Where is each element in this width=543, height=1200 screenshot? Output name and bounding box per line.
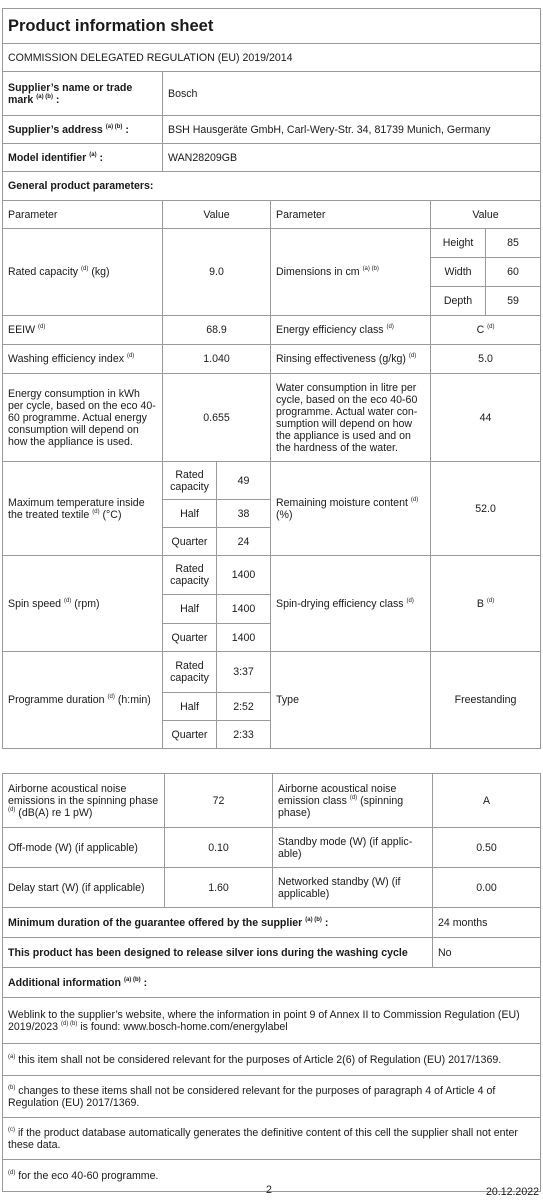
energy-class-value: C $^{(d)}$ [431,316,541,345]
water-consumption-label: Water consumption in litre per cycle, based on the eco 40-60 programme. Actual water con-sumption will depend on how the appliance is used and on the hardness of the water. [271,374,431,462]
water-consumption-value: 44 [431,374,541,462]
type-label: Type [271,652,431,749]
spin-speed-quarter-label: Quarter [163,624,217,652]
rated-capacity-value: 9.0 [163,229,271,316]
rated-capacity-label: Rated capacity $^{(d)}$ (kg) [3,229,163,316]
header-value: Value [163,201,271,229]
supplier-address-value: BSH Hausgeräte GmbH, Carl-Wery-Str. 34, 81739 Munich, Germany [163,116,541,144]
spin-speed-half-value: 1400 [217,595,271,624]
moisture-label: Remaining moisture content $^{(d)}$ (%) [271,462,431,556]
standby-label: Standby mode (W) (if applic-able) [273,828,433,868]
spin-speed-rated-value: 1400 [217,556,271,595]
additional-info-heading: Additional information $^{(a) (b)}$ : [3,968,541,998]
spin-class-value: B $^{(d)}$ [431,556,541,652]
type-value: Freestanding [431,652,541,749]
duration-half-value: 2:52 [217,693,271,721]
spin-speed-label: Spin speed $^{(d)}$ (rpm) [3,556,163,652]
noise-label: Airborne acoustical noise emissions in the spinning phase $^{(d)}$ (dB(A) re 1 pW) [3,774,165,828]
spin-speed-half-label: Half [163,595,217,624]
max-temp-quarter-label: Quarter [163,528,217,556]
washing-index-label: Washing efficiency index $^{(d)}$ [3,345,163,374]
general-params-heading: General product parameters: [3,172,541,201]
off-mode-value: 0.10 [165,828,273,868]
additional-params-table [2,773,541,1192]
spin-speed-rated-label: Rated capacity [163,556,217,595]
height-label: Height [431,229,486,258]
max-temp-half-value: 38 [217,500,271,528]
width-label: Width [431,258,486,287]
duration-quarter-label: Quarter [163,721,217,749]
standby-value: 0.50 [433,828,541,868]
model-identifier-label: Model identifier $^{(a)}$ : [3,144,163,172]
header-parameter: Parameter [3,201,163,229]
supplier-name-value: Bosch [163,72,541,116]
model-identifier-value: WAN28209GB [163,144,541,172]
delay-start-label: Delay start (W) (if applicable) [3,868,165,908]
supplier-address-label: Supplier’s address $^{(a) (b)}$ : [3,116,163,144]
networked-standby-label: Networked standby (W) (if applicable) [273,868,433,908]
dimensions-label: Dimensions in cm $^{(a) (b)}$ [271,229,431,316]
width-value: 60 [486,258,541,287]
spin-speed-quarter-value: 1400 [217,624,271,652]
footnote-a: $^{(a)}$ this item shall not be considered relevant for the purposes of Article 2(6) of Regulation (EU) 2017/1369. [3,1044,541,1076]
noise-class-label: Airborne acoustical noise emission class $^{(d)}$ (spinning phase) [273,774,433,828]
weblink-text: Weblink to the supplier’s website, where the information in point 9 of Annex II to Commission Regulation (EU) 2019/2023 $^{(d) (b)}$ is found: www.bosch-home.com/energylabel [3,998,541,1044]
duration-rated-label: Rated capacity [163,652,217,693]
max-temp-rated-label: Rated capacity [163,462,217,500]
guarantee-value: 24 months [433,908,541,938]
page-title: Product information sheet [3,9,541,44]
depth-label: Depth [431,287,486,316]
footnote-b: $^{(b)}$ changes to these items shall not be considered relevant for the purposes of paragraph 4 of Article 4 of Regulation (EU) 2017/1369. [3,1076,541,1118]
eeiw-value: 68.9 [163,316,271,345]
washing-index-value: 1.040 [163,345,271,374]
max-temp-quarter-value: 24 [217,528,271,556]
guarantee-label: Minimum duration of the guarantee offered by the supplier $^{(a) (b)}$ : [3,908,433,938]
duration-rated-value: 3:37 [217,652,271,693]
regulation-text: COMMISSION DELEGATED REGULATION (EU) 2019/2014 [3,44,541,72]
moisture-value: 52.0 [431,462,541,556]
energy-class-label: Energy efficiency class $^{(d)}$ [271,316,431,345]
duration-label: Programme duration $^{(d)}$ (h:min) [3,652,163,749]
height-value: 85 [486,229,541,258]
silver-ions-label: This product has been designed to release silver ions during the washing cycle [3,938,433,968]
supplier-name-label: Supplier’s name or trade mark $^{(a) (b)}$ : [3,72,163,116]
depth-value: 59 [486,287,541,316]
header-parameter-2: Parameter [271,201,431,229]
spin-class-label: Spin-drying efficiency class $^{(d)}$ [271,556,431,652]
off-mode-label: Off-mode (W) (if applicable) [3,828,165,868]
duration-half-label: Half [163,693,217,721]
noise-value: 72 [165,774,273,828]
page-number: 2 [266,1184,272,1196]
rinsing-value: 5.0 [431,345,541,374]
header-value-2: Value [431,201,541,229]
eeiw-label: EEIW $^{(d)}$ [3,316,163,345]
max-temp-rated-value: 49 [217,462,271,500]
product-info-table [2,8,541,749]
noise-class-value: A [433,774,541,828]
energy-consumption-label: Energy consumption in kWh per cycle, based on the eco 40-60 programme. Actual energy consumption will depend on how the appliance is used. [3,374,163,462]
duration-quarter-value: 2:33 [217,721,271,749]
max-temp-label: Maximum temperature inside the treated textile $^{(d)}$ (°C) [3,462,163,556]
footer-date: 20.12.2022 [485,1186,539,1198]
delay-start-value: 1.60 [165,868,273,908]
rinsing-label: Rinsing effectiveness (g/kg) $^{(d)}$ [271,345,431,374]
max-temp-half-label: Half [163,500,217,528]
footnote-c: $^{(c)}$ if the product database automatically generates the definitive content of this cell the supplier shall not enter these data. [3,1118,541,1160]
silver-ions-value: No [433,938,541,968]
footnote-d: $^{(d)}$ for the eco 40-60 programme. [3,1160,541,1192]
energy-consumption-value: 0.655 [163,374,271,462]
networked-standby-value: 0.00 [433,868,541,908]
